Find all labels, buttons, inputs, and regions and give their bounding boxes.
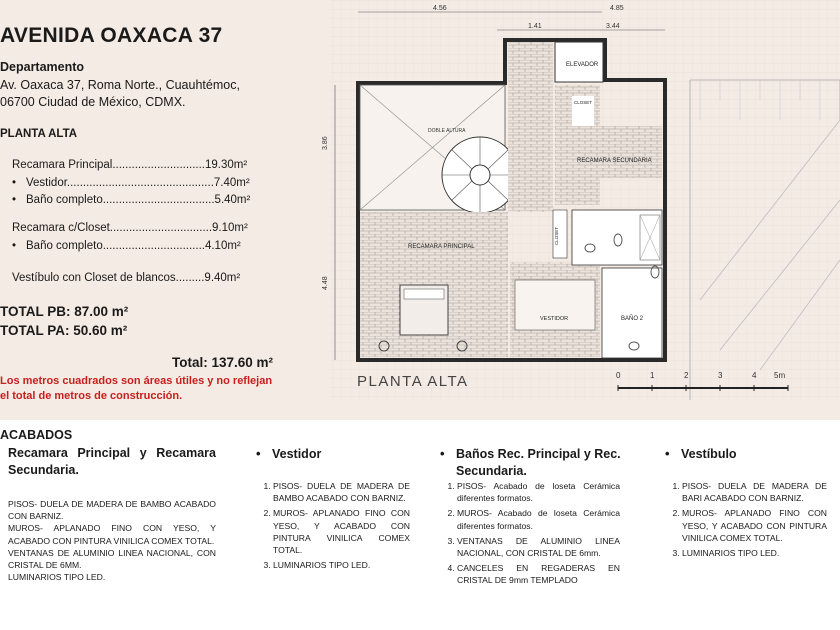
bathroom-2 xyxy=(602,268,662,358)
area-item xyxy=(12,272,240,284)
grand-total: Total: 137.60 m² xyxy=(172,355,274,370)
label-closet-2: CLOSET xyxy=(554,226,559,245)
bullet: • xyxy=(256,446,261,461)
finishes-heading-bathrooms: Baños Rec. Principal y Rec. Secundaria. xyxy=(456,447,621,478)
bullet: • xyxy=(12,194,17,206)
finish-item: 3. VENTANAS DE ALUMINIO LINEA NACIONAL, CON CRISTAL DE 6mm. xyxy=(457,535,620,559)
finish-item: 1. PISOS- DUELA DE MADERA DE BARI ACABADO CON BARNIZ. xyxy=(682,480,827,504)
closet-wall xyxy=(508,42,553,212)
dim-left-bottom: 4.48 xyxy=(322,276,329,290)
section-title: PLANTA ALTA xyxy=(0,128,78,140)
area-item-text: Baño completo................................4.10m² xyxy=(26,240,241,252)
finishes-list-bedrooms xyxy=(8,498,216,583)
label-main-bedroom: RECAMARA PRINCIPAL xyxy=(408,244,475,250)
finishes-title: ACABADOS xyxy=(0,428,73,442)
area-item xyxy=(12,194,250,206)
dim-left-top: 3.86 xyxy=(322,136,329,150)
finish-item: 4. CANCELES EN REGADERAS EN CRISTAL DE 9mm TEMPLADO xyxy=(457,562,620,586)
total-pa: TOTAL PA: 50.60 m² xyxy=(0,323,128,338)
finishes-heading-dressing: Vestidor xyxy=(272,447,322,461)
finish-item: 2. MUROS- APLANADO FINO CON YESO, Y ACABADO CON PINTURA VINILICA COMEX TOTAL. xyxy=(682,507,827,544)
total-pb: TOTAL PB: 87.00 m² xyxy=(0,304,129,319)
finish-item: 2. MUROS- Acabado de loseta Cerámica diferentes formatos. xyxy=(457,507,620,531)
area-item xyxy=(12,159,247,171)
finish-item: 3. LUMINARIOS TIPO LED. xyxy=(273,559,410,571)
dim-secondary: 3.44 xyxy=(606,23,620,30)
scale-0: 0 xyxy=(616,371,621,380)
label-secondary-bedroom: RECAMARA SECUNDARIA xyxy=(577,158,652,164)
finish-item: 1. PISOS- DUELA DE MADERA DE BAMBO ACABADO CON BARNIZ. xyxy=(273,480,410,504)
area-item xyxy=(12,177,250,189)
area-item-text: Recamara c/Closet................................9.10m² xyxy=(12,222,248,234)
bullet: • xyxy=(665,446,670,461)
bullet: • xyxy=(12,177,17,189)
label-bathroom-2: BAÑO 2 xyxy=(621,316,644,322)
page-title: AVENIDA OAXACA 37 xyxy=(0,24,223,47)
area-item-text: Vestíbulo con Closet de blancos.........9.40m² xyxy=(12,272,241,284)
scale-2: 2 xyxy=(684,371,689,380)
scale-1: 1 xyxy=(650,371,655,380)
area-item-text: Baño completo...................................5.40m² xyxy=(26,194,251,206)
label-double-height: DOBLE ALTURA xyxy=(428,128,466,134)
finishes-list-bathrooms xyxy=(442,480,620,590)
finish-item: 2. MUROS- APLANADO FINO CON YESO, Y ACABADO CON PINTURA VINILICA COMEX TOTAL. xyxy=(273,507,410,556)
secondary-bedroom xyxy=(572,126,662,178)
scale-4: 4 xyxy=(752,371,757,380)
area-item xyxy=(12,240,241,252)
finishes-heading-bedrooms: Recamara Principal y Recamara Secundaria. xyxy=(8,446,216,477)
finishes-heading-vestibule: Vestíbulo xyxy=(681,447,737,461)
area-item-text: Vestidor..............................................7.40m² xyxy=(26,177,250,189)
label-elevator: ELEVADOR xyxy=(566,62,599,68)
finishes-list-vestibule xyxy=(667,480,827,562)
address-line-1: Av. Oaxaca 37, Roma Norte., Cuauhtémoc, xyxy=(0,78,240,92)
dim-closet: 1.41 xyxy=(528,23,542,30)
finish-item: 3. LUMINARIOS TIPO LED. xyxy=(682,547,827,559)
area-item xyxy=(12,222,248,234)
bullet: • xyxy=(440,446,445,461)
address-line-2: 06700 Ciudad de México, CDMX. xyxy=(0,95,186,109)
label-closet-1: CLOSET xyxy=(574,100,593,105)
area-item-text: Recamara Principal.............................19.30m² xyxy=(12,159,248,171)
property-type: Departamento xyxy=(0,60,85,74)
finish-line: PISOS- DUELA DE MADERA DE BAMBO ACABADO CON BARNIZ. xyxy=(8,499,216,522)
bullet: • xyxy=(12,240,17,252)
area-note-line-2: el total de metros de construcción. xyxy=(0,390,183,402)
finishes-list-dressing xyxy=(258,480,410,574)
finish-line: LUMINARIOS TIPO LED. xyxy=(8,572,106,583)
dim-top-left: 4.56 xyxy=(433,5,447,12)
scale-5: 5m xyxy=(774,371,786,380)
scale-3: 3 xyxy=(718,371,723,380)
floor-plan xyxy=(320,0,840,400)
area-note-line-1: Los metros cuadrados son áreas útiles y no reflejan xyxy=(0,375,273,387)
dim-top-right: 4.85 xyxy=(610,5,624,12)
finish-line: MUROS- APLANADO FINO CON YESO, Y ACABADO CON PINTURA VINILICA COMEX TOTAL. xyxy=(8,523,216,546)
plan-title: PLANTA ALTA xyxy=(357,373,469,390)
finish-item: 1. PISOS- Acabado de loseta Cerámica diferentes formatos. xyxy=(457,480,620,504)
finish-line: VENTANAS DE ALUMINIO LINEA NACIONAL, CON CRISTAL DE 6MM. xyxy=(8,547,216,571)
label-dressing: VESTIDOR xyxy=(540,316,569,322)
